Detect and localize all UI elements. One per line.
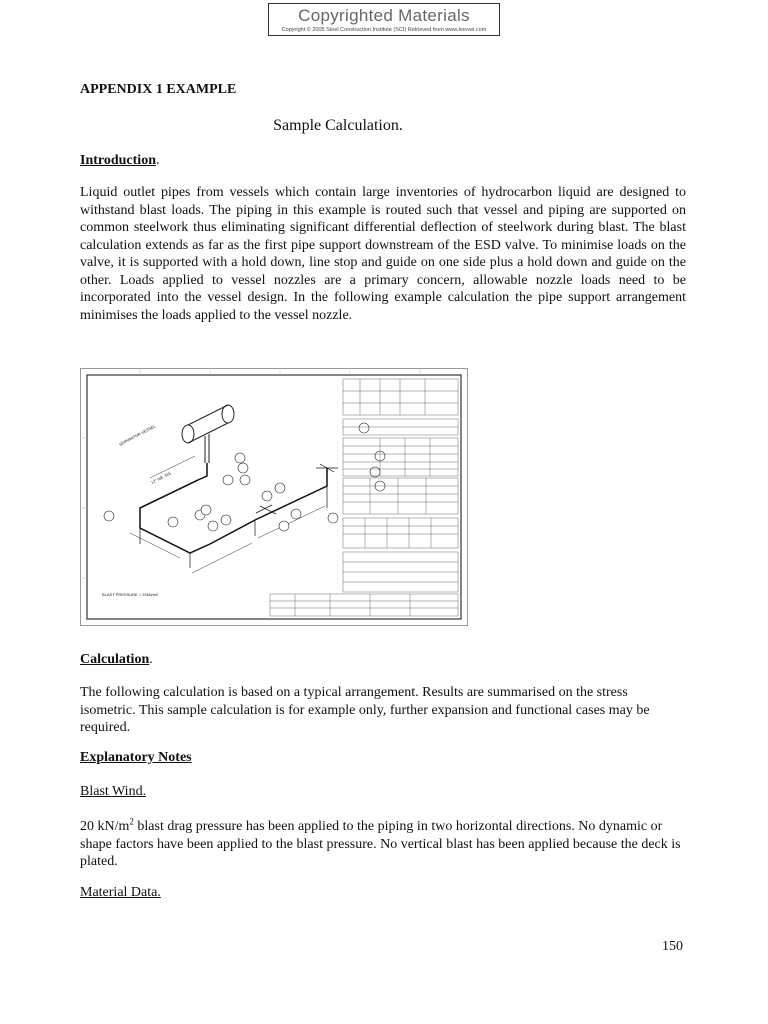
introduction-heading-suffix: . (155, 153, 160, 168)
sample-title: Sample Calculation. (273, 117, 403, 134)
material-data-heading: Material Data. (80, 885, 161, 900)
introduction-heading-line (80, 151, 159, 169)
calculation-heading-line (80, 650, 153, 668)
watermark-title: Copyrighted Materials (298, 6, 470, 25)
introduction-body: Liquid outlet pipes from vessels which contain large inventories of hydrocarbon liquid are designed to withstand blast loads. The piping in this example is routed such that vessel and piping are supported on common steelwork thus eliminating significant differential deflection of steelwork during blast. The blast calculation extends as far as the first pipe support downstream of the ESD valve. To minimise loads on the valve, it is supported with a hold down, line stop and guide on one side plus a hold down and guide on the other. Loads applied to vessel nozzles are a primary concern, allowable nozzle loads need to be incorporated into the vessel design. In the following example calculation the pipe support arrangement minimises the loads applied to the vessel nozzle. (80, 185, 686, 323)
blast-wind-value: 20 kN/m (80, 819, 130, 834)
stress-isometric-drawing (80, 368, 468, 626)
calculation-heading-suffix: . (149, 652, 153, 667)
calculation-body: The following calculation is based on a typical arrangement. Results are summarised on the stress isometric. This sample calculation is for example only, further expansion and functional cases may be required. (80, 685, 650, 735)
appendix-title: APPENDIX 1 EXAMPLE (80, 82, 237, 97)
copyright-watermark (268, 3, 500, 36)
page-number: 150 (662, 939, 683, 954)
blast-pressure-label: BLAST PRESSURE = 20kN/m2 (102, 592, 159, 597)
drawing-outer-border (81, 369, 468, 626)
blast-wind-exponent: 2 (129, 816, 134, 827)
watermark-subtitle: Copyright © 2005 Steel Construction Institute (SCI) Retrieved from www.knovel.com (281, 27, 487, 33)
calculation-heading: Calculation (80, 652, 150, 667)
introduction-heading: Introduction (80, 153, 156, 168)
blast-wind-heading: Blast Wind. (80, 784, 147, 799)
vessel-label: SEPARATOR VESSEL (118, 423, 157, 447)
blast-wind-paragraph (80, 818, 686, 871)
pipe-size-label: 12" NB, 316 (150, 470, 172, 485)
explanatory-notes-heading: Explanatory Notes (80, 750, 192, 765)
blast-wind-body: blast drag pressure has been applied to the piping in two horizontal directions. No dynamic or shape factors have been applied to the blast pressure. No vertical blast has been applied because the deck is plated. (80, 819, 681, 869)
